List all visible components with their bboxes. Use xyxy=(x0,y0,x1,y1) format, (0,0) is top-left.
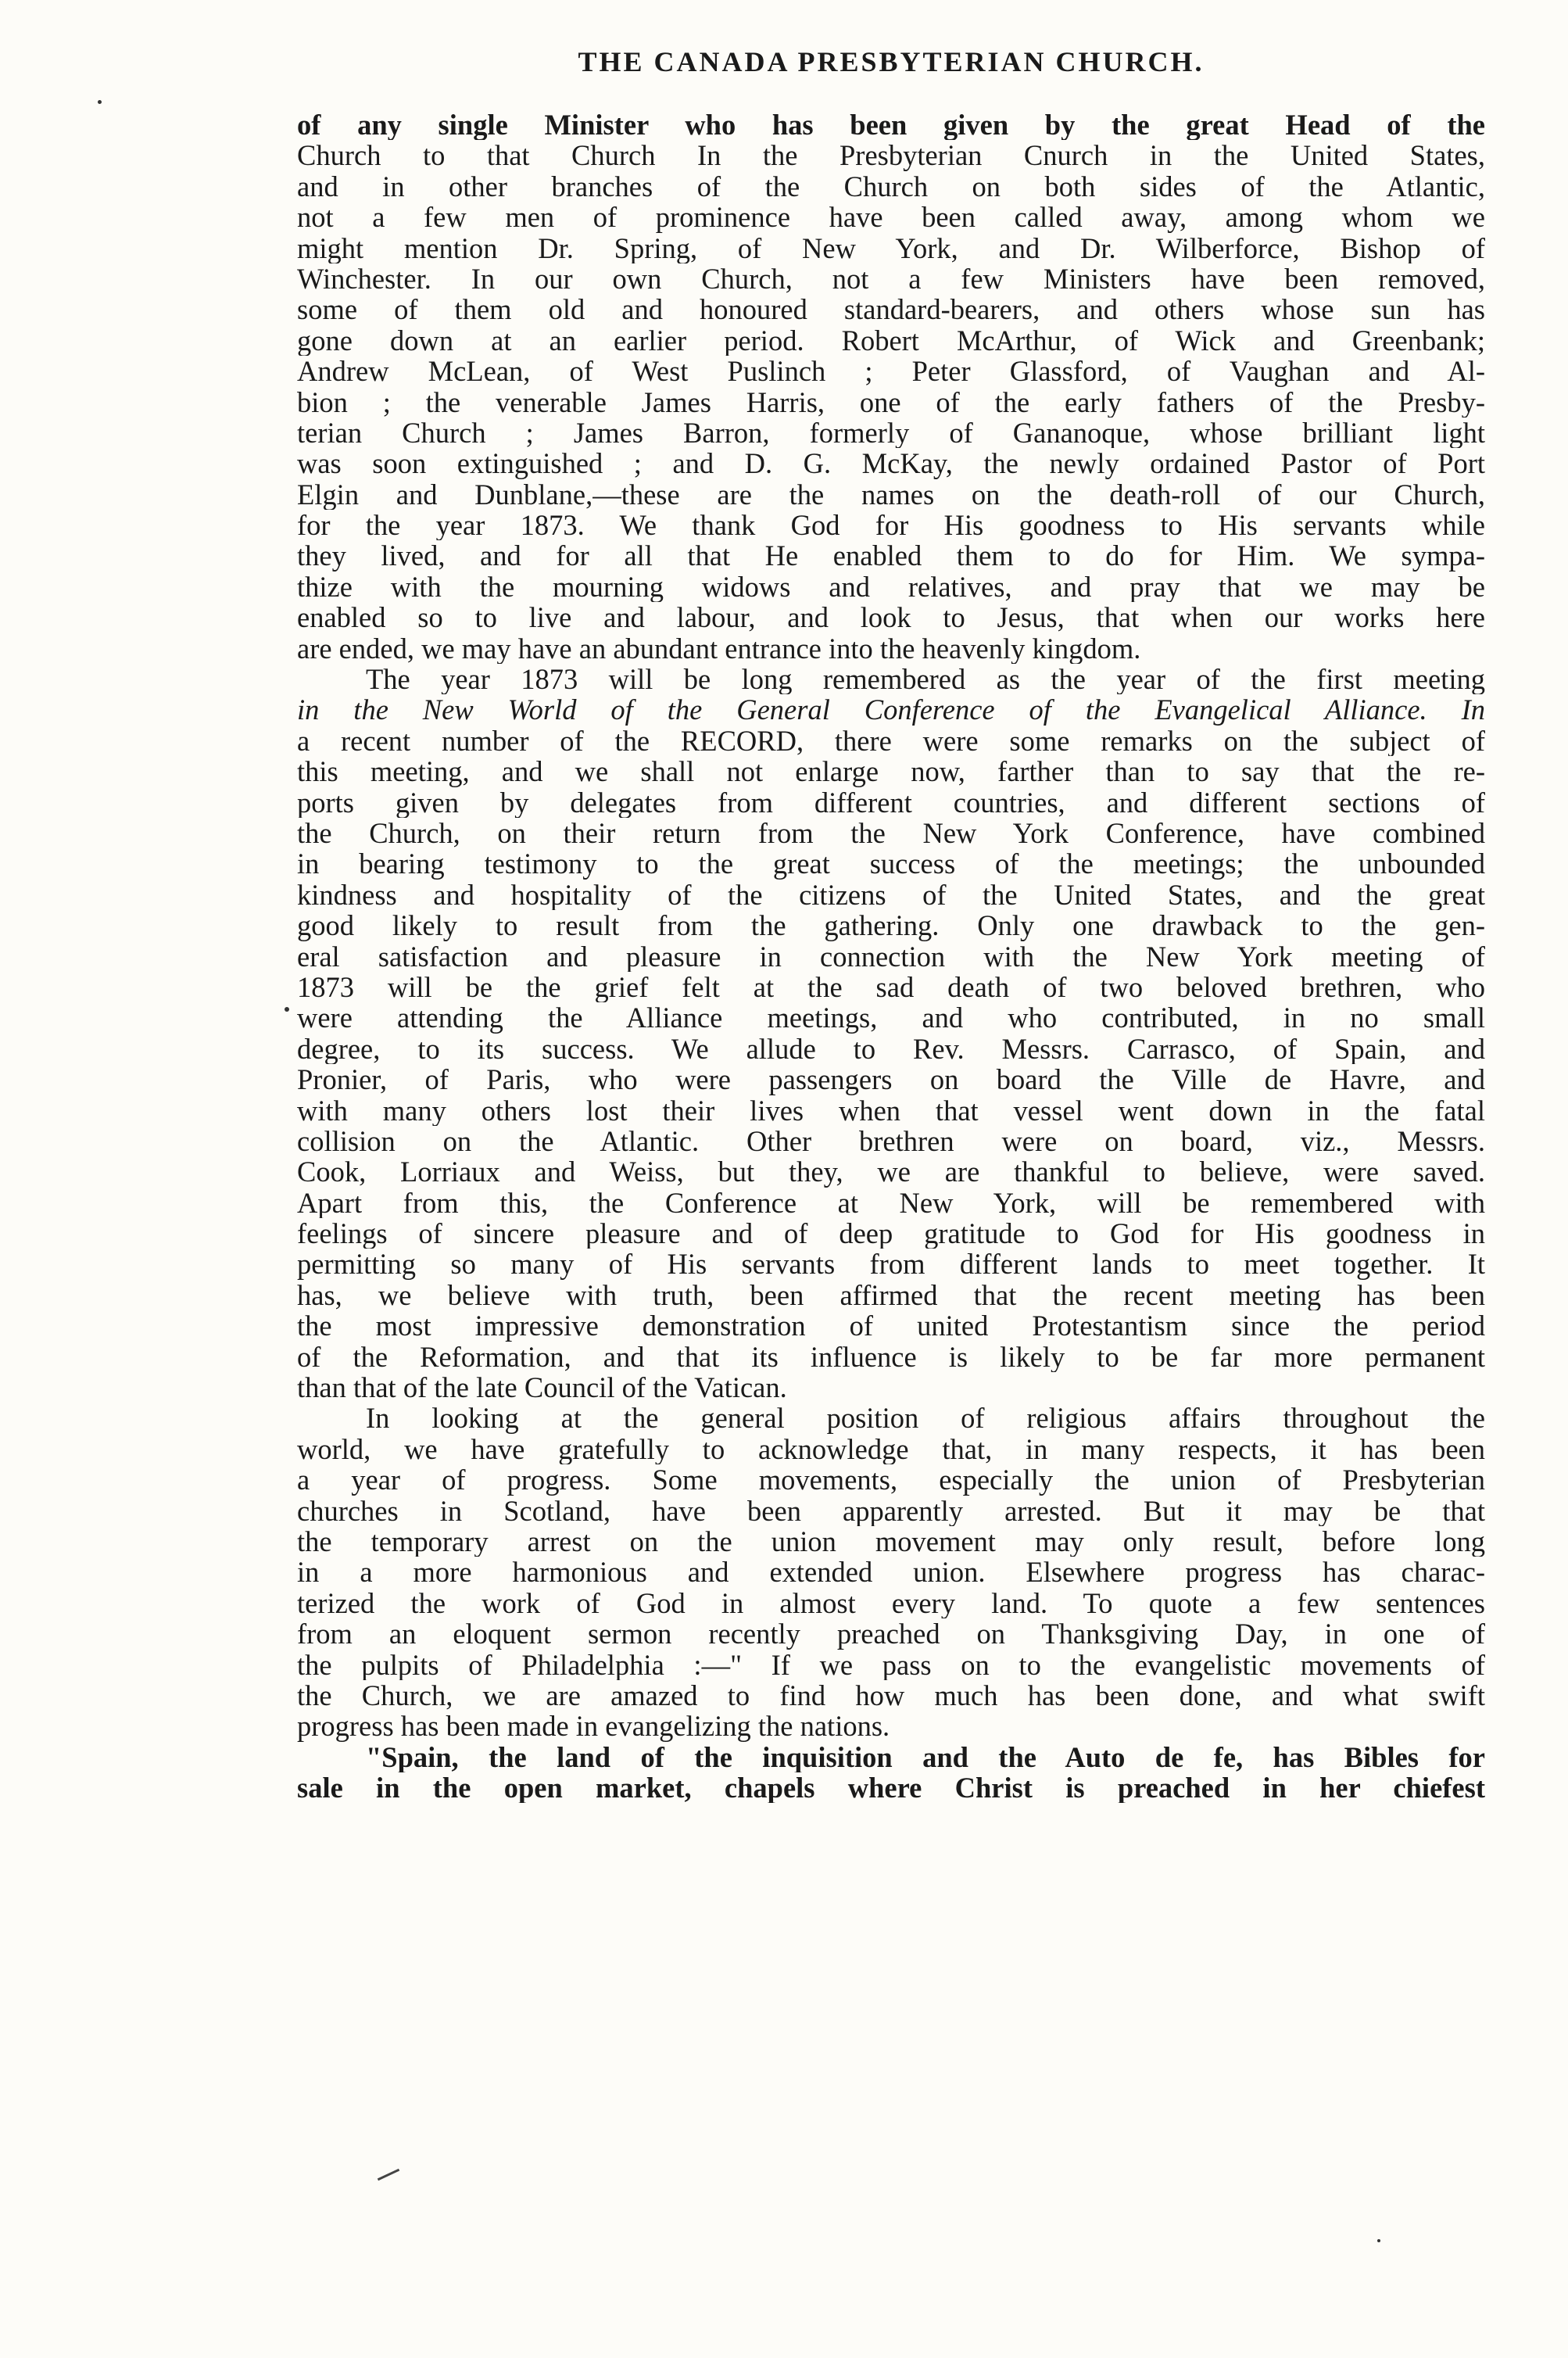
text-line: Church to that Church In the Presbyterian Cnurch in the United States, xyxy=(297,140,1485,171)
text-line: of the Reformation, and that its influence is likely to be far more permanent xyxy=(297,1341,1485,1373)
running-header: THE CANADA PRESBYTERIAN CHURCH. xyxy=(578,46,1205,77)
text-line: in the New World of the General Conference of the Evangelical Alliance. In xyxy=(297,694,1485,726)
text-line: not a few men of prominence have been called away, among whom we xyxy=(297,202,1485,233)
text-line: the pulpits of Philadelphia :—" If we pass on to the evangelistic movements of xyxy=(297,1649,1485,1680)
text-line: collision on the Atlantic. Other brethren were on board, viz., Messrs. xyxy=(297,1125,1485,1157)
text-line: might mention Dr. Spring, of New York, and Dr. Wilberforce, Bishop of xyxy=(297,232,1485,263)
text-line: Elgin and Dunblane,—these are the names on the death-roll of our Church, xyxy=(297,478,1485,511)
text-line: feelings of sincere pleasure and of deep gratitude to God for His goodness in xyxy=(297,1218,1485,1249)
text-line: from an eloquent sermon recently preached on Thanksgiving Day, in one of xyxy=(297,1618,1485,1650)
text-line: the most impressive demonstration of united Protestantism since the period xyxy=(297,1310,1485,1342)
body-text xyxy=(297,109,1485,1803)
text-line: and in other branches of the Church on both sides of the Atlantic, xyxy=(297,170,1485,202)
text-line: world, we have gratefully to acknowledge that, in many respects, it has been xyxy=(297,1433,1485,1465)
text-line: "Spain, the land of the inquisition and the Auto de fe, has Bibles for xyxy=(366,1741,1485,1773)
text-line: Pronier, of Paris, who were passengers on board the Ville de Havre, and xyxy=(297,1064,1485,1095)
text-line: they lived, and for all that He enabled them to do for Him. We sympa- xyxy=(297,540,1485,572)
text-line: this meeting, and we shall not enlarge now, farther than to say that the re- xyxy=(297,756,1485,787)
text-line: are ended, we may have an abundant entrance into the heavenly kingdom. xyxy=(297,633,1141,665)
text-line: in bearing testimony to the great success of the meetings; the unbounded xyxy=(297,848,1485,880)
text-line: the Church, we are amazed to find how much has been done, and what swift xyxy=(297,1679,1485,1711)
text-line: Apart from this, the Conference at New York, will be remembered with xyxy=(297,1187,1485,1219)
text-line: bion ; the venerable James Harris, one of the early fathers of the Presby- xyxy=(297,386,1485,417)
text-line: Andrew McLean, of West Puslinch ; Peter Glassford, of Vaughan and Al- xyxy=(297,356,1485,387)
text-line: Cook, Lorriaux and Weiss, but they, we are thankful to believe, were saved. xyxy=(297,1156,1485,1188)
text-line: terized the work of God in almost every land. To quote a few sentences xyxy=(297,1587,1485,1619)
text-line: 1873 will be the grief felt at the sad death of two beloved brethren, who xyxy=(297,971,1485,1003)
text-line: gone down at an earlier period. Robert McArthur, of Wick and Greenbank; xyxy=(297,324,1485,357)
text-line: in a more harmonious and extended union. Elsewhere progress has charac- xyxy=(297,1557,1485,1588)
scan-speck xyxy=(1377,2239,1380,2242)
text-line: eral satisfaction and pleasure in connection with the New York meeting of xyxy=(297,941,1485,972)
text-line: a year of progress. Some movements, especially the union of Presbyterian xyxy=(297,1464,1485,1496)
scan-speck xyxy=(98,100,102,104)
text-line: enabled so to live and labour, and look to Jesus, that when our works here xyxy=(297,602,1485,633)
text-line: thize with the mourning widows and relatives, and pray that we may be xyxy=(297,571,1485,603)
text-line: than that of the late Council of the Vatican. xyxy=(297,1372,787,1403)
text-line: degree, to its success. We allude to Rev. Messrs. Carrasco, of Spain, and xyxy=(297,1033,1485,1065)
text-line: Winchester. In our own Church, not a few Ministers have been removed, xyxy=(297,263,1485,295)
text-line: permitting so many of His servants from different lands to meet together. It xyxy=(297,1249,1485,1280)
text-line: ports given by delegates from different countries, and different sections of xyxy=(297,787,1485,818)
text-line: sale in the open market, chapels where Christ is preached in her chiefest xyxy=(297,1772,1485,1804)
text-line: In looking at the general position of religious affairs throughout the xyxy=(366,1403,1485,1434)
text-line: for the year 1873. We thank God for His goodness to His servants while xyxy=(297,510,1485,541)
text-line: the temporary arrest on the union movement may only result, before long xyxy=(297,1525,1485,1557)
text-line: good likely to result from the gathering. Only one drawback to the gen- xyxy=(297,910,1485,941)
scan-speck xyxy=(285,1007,289,1012)
text-line: of any single Minister who has been given by the great Head of the xyxy=(297,109,1485,141)
text-line: some of them old and honoured standard-bearers, and others whose sun has xyxy=(297,294,1485,325)
text-line: the Church, on their return from the New York Conference, have combined xyxy=(297,817,1485,849)
text-line: was soon extinguished ; and D. G. McKay, the newly ordained Pastor of Port xyxy=(297,448,1485,479)
scan-mark xyxy=(378,2169,399,2181)
text-line: were attending the Alliance meetings, and who contributed, in no small xyxy=(297,1002,1485,1034)
text-line: churches in Scotland, have been apparently arrested. But it may be that xyxy=(297,1495,1485,1526)
text-line: kindness and hospitality of the citizens of the United States, and the great xyxy=(297,879,1485,911)
text-line: The year 1873 will be long remembered as the year of the first meeting xyxy=(366,664,1485,695)
text-line: has, we believe with truth, been affirmed that the recent meeting has been xyxy=(297,1279,1485,1311)
text-line: progress has been made in evangelizing the nations. xyxy=(297,1711,890,1742)
text-line: with many others lost their lives when that vessel went down in the fatal xyxy=(297,1095,1485,1126)
text-line: a recent number of the RECORD, there were some remarks on the subject of xyxy=(297,725,1485,757)
text-line: terian Church ; James Barron, formerly of Gananoque, whose brilliant light xyxy=(297,417,1485,449)
